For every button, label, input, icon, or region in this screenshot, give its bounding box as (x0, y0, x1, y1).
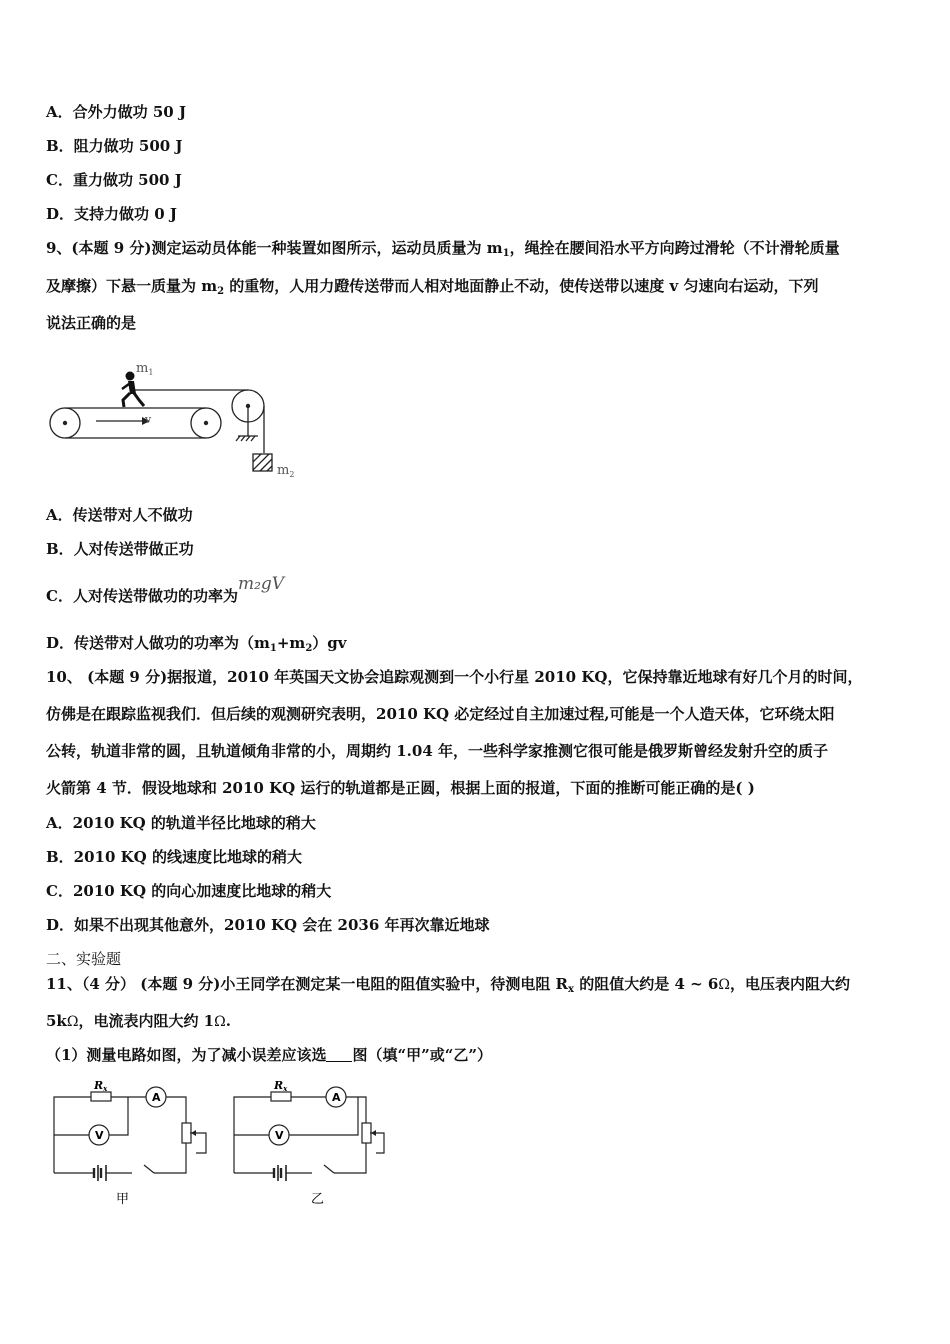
q9-stem-line2: 及摩擦）下悬一质量为 $m_2$ 的重物，人用力蹬传送带而人相对地面静止不动，使传送带以速度 v 匀速向右运动，下列 (46, 277, 819, 297)
q10-stem-line2: 仿佛是在跟踪监视我们．但后续的观测研究表明，2010 KQ 必定经过自主加速过程,可能是一个人造天体，它环绕太阳 (46, 705, 835, 723)
q9-option-d: D．传送带对人做功的功率为$(m_1+m_2)gv$ (46, 634, 347, 654)
label-rx: Rx (274, 1079, 288, 1093)
q11-stem-line1: 11、（4 分） (本题 9 分)小王同学在测定某一电阻的阻值实验中，待测电阻 $R_x$ 的阻值大约是 4 ~ 6Ω，电压表内阻大约 (46, 975, 850, 995)
rheostat (182, 1123, 191, 1143)
q10-stem-line1: 10、 (本题 9 分)据报道，2010 年英国天文协会追踪观测到一个小行星 2010 KQ，它保持靠近地球有好几个月的时间， (46, 668, 863, 686)
section-title-experiment: 二、实验题 (46, 950, 122, 968)
switch (144, 1165, 154, 1173)
conveyor-belt-figure (44, 352, 304, 487)
resistor-rx (91, 1092, 111, 1101)
q9-option-a: A．传送带对人不做功 (46, 506, 193, 524)
q10-option-a: A．2010 KQ 的轨道半径比地球的稍大 (46, 814, 316, 832)
rheostat (362, 1123, 371, 1143)
q10-option-c: C．2010 KQ 的向心加速度比地球的稍大 (46, 882, 332, 900)
label-v: v (145, 413, 152, 426)
q9-stem-line1: 9、(本题 9 分)测定运动员体能一种装置如图所示，运动员质量为 $m_1$，绳拴在腰间沿水平方向跨过滑轮（不计滑轮质量 (46, 239, 840, 259)
answer-blank[interactable] (326, 1047, 352, 1062)
q8-option-b: B．阻力做功 500 J (46, 137, 183, 155)
circuit-jia (46, 1075, 216, 1210)
runner-icon (122, 372, 144, 408)
q11-part1: （1）测量电路如图，为了减小误差应该选 图（填“甲”或“乙”） (46, 1046, 492, 1064)
power-formula: m₂gV (237, 574, 285, 594)
label-ammeter: A (332, 1091, 341, 1104)
q8-option-a: A．合外力做功 50 J (46, 103, 187, 121)
q11-stem-line2: 5kΩ，电流表内阻大约 1Ω. (46, 1012, 231, 1030)
q10-option-b: B．2010 KQ 的线速度比地球的稍大 (46, 848, 302, 866)
circuit-label-yi: 乙 (311, 1192, 325, 1207)
q9-option-b: B．人对传送带做正功 (46, 540, 194, 558)
q10-stem-line4: 火箭第 4 节．假设地球和 2010 KQ 运行的轨道都是正圆，根据上面的报道，下面的推断可能正确的是( ) (46, 779, 755, 797)
label-voltmeter: V (95, 1129, 104, 1142)
q8-option-c: C．重力做功 500 J (46, 171, 182, 189)
switch (324, 1165, 334, 1173)
q10-stem-line3: 公转，轨道非常的圆，且轨道倾角非常的小，周期约 1.04 年，一些科学家推测它很可能是俄罗斯曾经发射升空的质子 (46, 742, 828, 760)
label-voltmeter: V (275, 1129, 284, 1142)
q9-option-c: C．人对传送带做功的功率为m₂gV (46, 574, 285, 605)
label-rx: Rx (94, 1079, 108, 1093)
q10-option-d: D．如果不出现其他意外，2010 KQ 会在 2036 年再次靠近地球 (46, 916, 490, 934)
label-m2: $m_2$ (277, 463, 295, 479)
q8-option-d: D．支持力做功 0 J (46, 205, 177, 223)
circuit-label-jia: 甲 (116, 1192, 130, 1207)
resistor-rx (271, 1092, 291, 1101)
label-m1: $m_1$ (136, 361, 154, 377)
circuit-yi (226, 1075, 401, 1210)
q9-stem-line3: 说法正确的是 (46, 314, 137, 332)
label-ammeter: A (152, 1091, 161, 1104)
